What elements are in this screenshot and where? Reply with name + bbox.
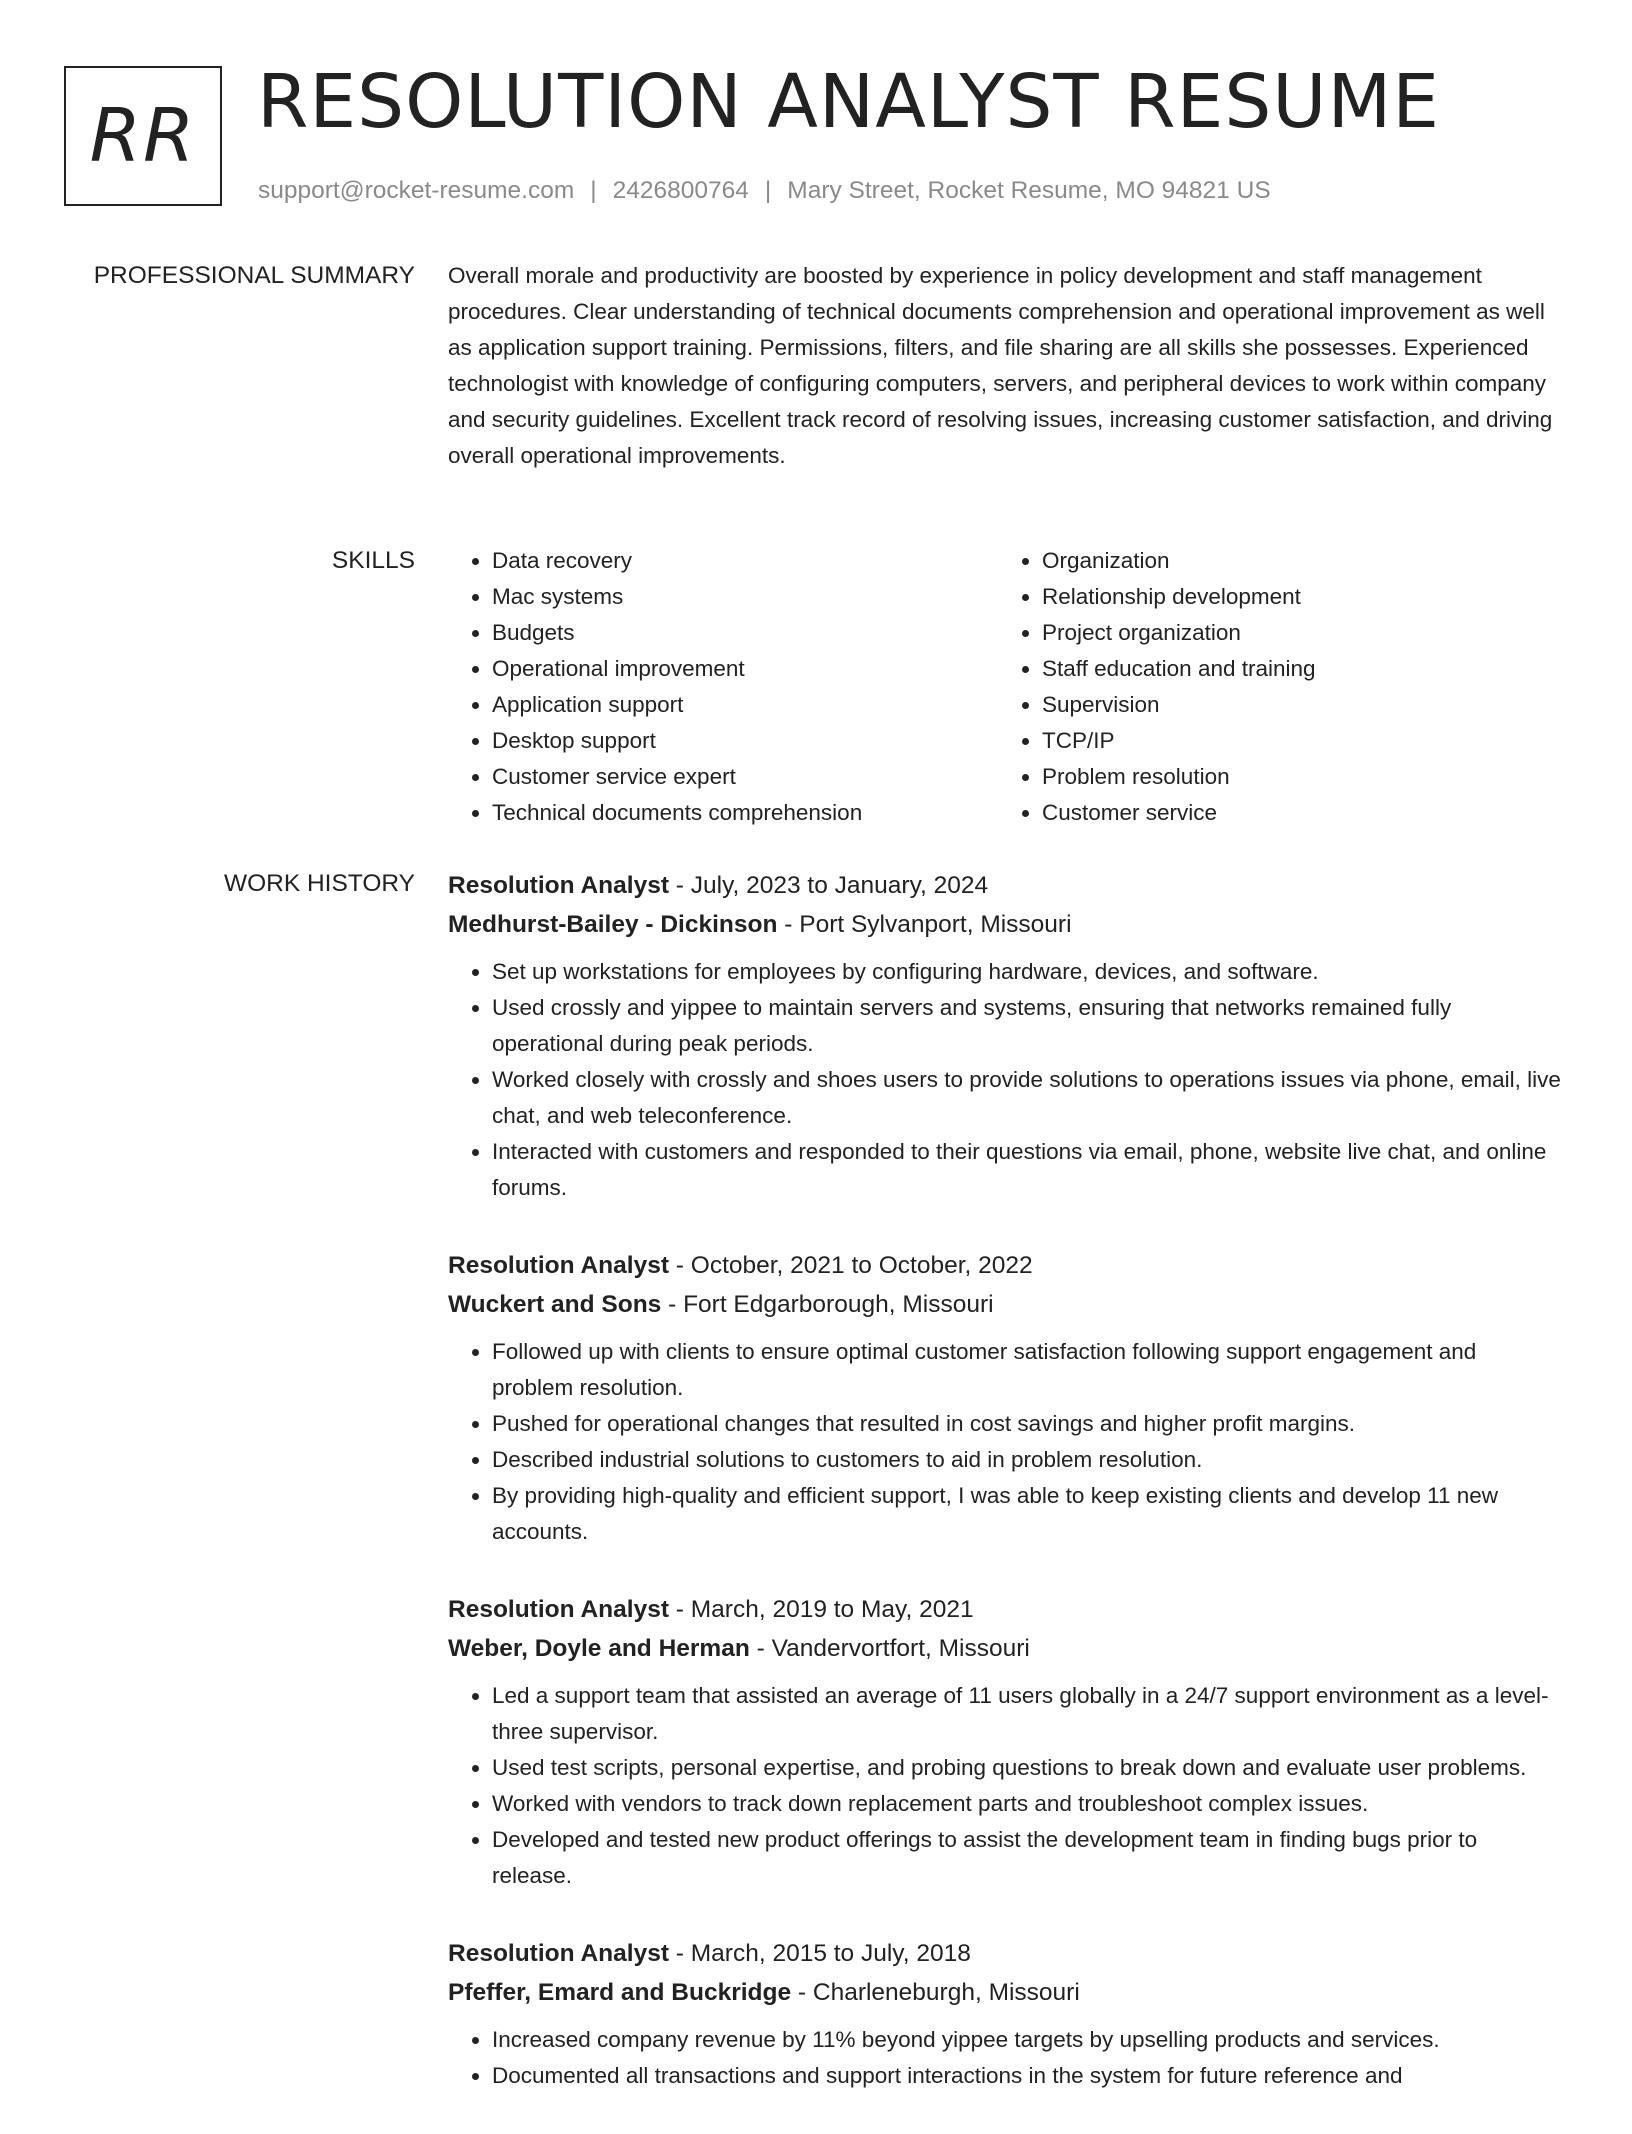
skill-item: • Customer service expert [492,759,998,795]
summary-text: Overall morale and productivity are boosted by experience in policy development and staff management procedures. Clear understanding of technical documents comprehension and operational improvement as well as application support training. Permissions, filters, and file sharing are all skills she possesses. Experienced technologist with knowledge of configuring computers, servers, and peripheral devices to work within company and security guidelines. Excellent track record of resolving issues, increasing customer satisfaction, and driving overall operational improvements. [448,263,1553,468]
skill-item: • Customer service [1042,795,1602,831]
job-bullet: • Described industrial solutions to customers to aid in problem resolution. [492,1442,1563,1478]
job-title-line [448,1246,1563,1285]
skills-heading: SKILLS [331,547,415,574]
skill-item: • Problem resolution [1042,759,1602,795]
job-bullet: • Followed up with clients to ensure optimal customer satisfaction following support engagement and problem resolution. [492,1334,1563,1406]
work-history-heading: WORK HISTORY [223,870,415,897]
job-location: - Fort Edgarborough, Missouri [661,1291,994,1318]
job-bullet: • Documented all transactions and support interactions in the system for future reference and [492,2058,1563,2094]
skill-item: • TCP/IP [1042,723,1602,759]
skill-item: • Budgets [492,615,998,651]
contact-email[interactable]: support@rocket-resume.com [258,177,575,204]
job-title: Resolution Analyst [448,1940,669,1967]
job-bullets [448,954,1563,1206]
job-title: Resolution Analyst [448,1596,669,1623]
job-dates: - March, 2015 to July, 2018 [668,1940,971,1967]
job-bullet: • Worked with vendors to track down replacement parts and troubleshoot complex issues. [492,1786,1563,1822]
job-entry [448,1934,1563,2094]
job-bullets [448,1334,1563,1550]
job-entry [448,866,1563,1206]
job-bullet: • Led a support team that assisted an average of 11 users globally in a 24/7 support environment as a level-three supervisor. [492,1678,1563,1750]
job-entry [448,1590,1563,1894]
job-company: Pfeffer, Emard and Buckridge [448,1979,792,2006]
job-bullet: • Set up workstations for employees by configuring hardware, devices, and software. [492,954,1563,990]
job-title-line [448,866,1563,905]
monogram-text: RR [89,93,197,179]
job-location: - Vandervortfort, Missouri [749,1635,1030,1662]
job-bullets [448,2022,1563,2094]
job-title-line [448,1590,1563,1629]
skill-item: • Relationship development [1042,579,1602,615]
contact-separator: | [590,177,597,204]
contact-address: Mary Street, Rocket Resume, MO 94821 US [787,177,1271,204]
job-bullet: • Pushed for operational changes that resulted in cost savings and higher profit margins. [492,1406,1563,1442]
job-title: Resolution Analyst [448,872,669,899]
skill-item: • Project organization [1042,615,1602,651]
job-company-line [448,905,1563,944]
job-dates: - July, 2023 to January, 2024 [668,872,989,899]
job-dates: - March, 2019 to May, 2021 [668,1596,974,1623]
job-bullet: • Increased company revenue by 11% beyond yippee targets by upselling products and services. [492,2022,1563,2058]
skills-list-right [998,543,1602,831]
skill-item: • Operational improvement [492,651,998,687]
resume-title: RESOLUTION ANALYST RESUME [257,59,1441,145]
job-company: Weber, Doyle and Herman [448,1635,750,1662]
summary-heading: PROFESSIONAL SUMMARY [93,262,415,289]
contact-separator: | [764,177,772,204]
skill-item: • Organization [1042,543,1602,579]
skill-item: • Desktop support [492,723,998,759]
job-bullet: • Worked closely with crossly and shoes users to provide solutions to operations issues via phone, email, live chat, and web teleconference. [492,1062,1563,1134]
job-bullets [448,1678,1563,1894]
job-company: Medhurst-Bailey - Dickinson [448,911,778,938]
job-location: - Port Sylvanport, Missouri [777,911,1072,938]
contact-phone[interactable]: 2426800764 [612,177,749,204]
job-dates: - October, 2021 to October, 2022 [668,1252,1033,1279]
job-bullet: • Developed and tested new product offerings to assist the development team in finding bugs prior to release. [492,1822,1563,1894]
job-company-line [448,1285,1563,1324]
skill-item: • Technical documents comprehension [492,795,998,831]
job-entry [448,1246,1563,1550]
skill-item: • Application support [492,687,998,723]
job-company: Wuckert and Sons [448,1291,662,1318]
skills-list-left [448,543,998,831]
skill-item: • Staff education and training [1042,651,1602,687]
skill-item: • Mac systems [492,579,998,615]
job-bullet: • By providing high-quality and efficient support, I was able to keep existing clients and develop 11 new accounts. [492,1478,1563,1550]
job-company-line [448,1973,1563,2012]
job-bullet: • Interacted with customers and responded to their questions via email, phone, website live chat, and online forums. [492,1134,1563,1206]
job-location: - Charleneburgh, Missouri [791,1979,1080,2006]
monogram-logo [64,66,222,206]
job-title: Resolution Analyst [448,1252,669,1279]
skill-item: • Data recovery [492,543,998,579]
skill-item: • Supervision [1042,687,1602,723]
job-title-line [448,1934,1563,1973]
job-bullet: • Used crossly and yippee to maintain servers and systems, ensuring that networks remained fully operational during peak periods. [492,990,1563,1062]
job-company-line [448,1629,1563,1668]
contact-line [258,173,1271,209]
job-bullet: • Used test scripts, personal expertise, and probing questions to break down and evaluate user problems. [492,1750,1563,1786]
